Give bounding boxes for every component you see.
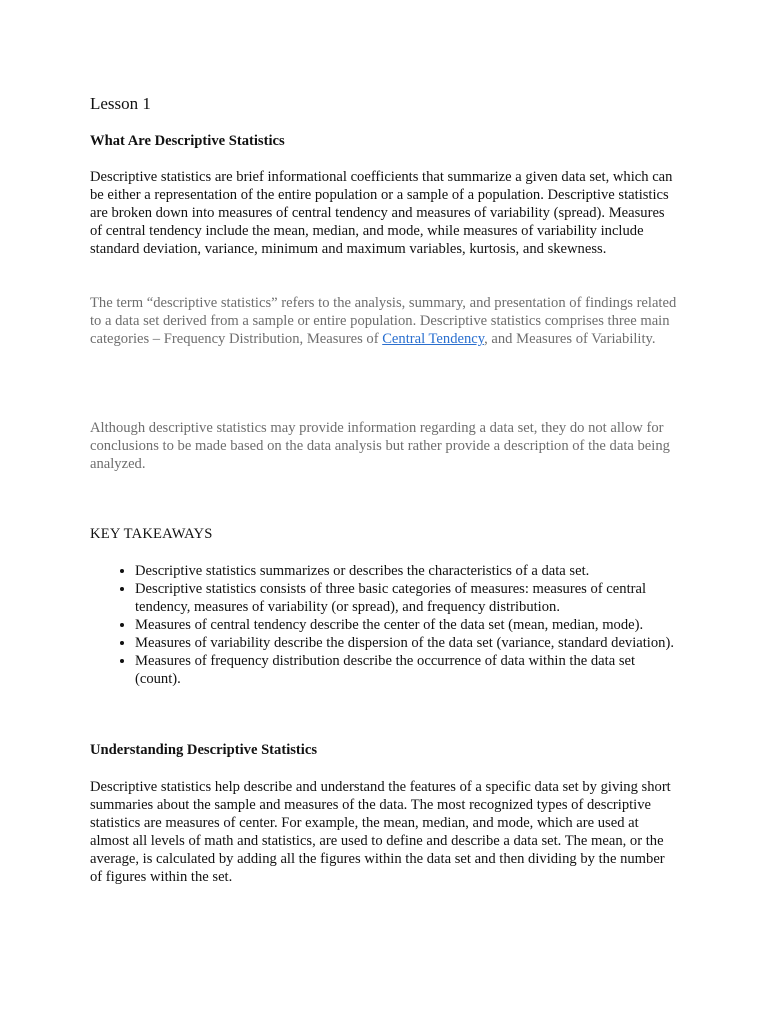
lesson-title: Lesson 1 <box>90 94 151 113</box>
section-heading-what-are: What Are Descriptive Statistics <box>90 133 285 149</box>
list-item: • Descriptive statistics consists of three basic categories of measures: measures of central tendency, measures of variability (or spread), and frequency distribution. <box>135 580 680 616</box>
key-takeaways-heading: KEY TAKEAWAYS <box>90 526 213 542</box>
section-heading-understanding: Understanding Descriptive Statistics <box>90 742 318 758</box>
central-tendency-link[interactable]: Central Tendency <box>382 331 485 347</box>
paragraph-limitations: Although descriptive statistics may provide information regarding a data set, they do not allow for conclusions to be made based on the data analysis but rather provide a description of the data being analyzed. <box>90 420 670 472</box>
list-item: • Measures of central tendency describe the center of the data set (mean, median, mode). <box>135 616 680 634</box>
paragraph-term-text-end: , and Measures of Variability. <box>484 331 656 347</box>
list-item: • Descriptive statistics summarizes or describes the characteristics of a data set. <box>135 562 680 580</box>
paragraph-understanding: Descriptive statistics help describe and understand the features of a specific data set by giving short summaries about the sample and measures of the data. The most recognized types of descriptive statistics are measures of center. For example, the mean, median, and mode, which are used at almost all levels of math and statistics, are used to define and describe a data set. The mean, or the average, is calculated by adding all the figures within the data set and then dividing by the number of figures within the set. <box>90 779 671 885</box>
key-takeaways-list <box>90 562 680 688</box>
list-item: • Measures of frequency distribution describe the occurrence of data within the data set (count). <box>135 652 680 688</box>
paragraph-definition: Descriptive statistics are brief informational coefficients that summarize a given data set, which can be either a representation of the entire population or a sample of a population. Descriptive statistics are broken down into measures of central tendency and measures of variability (spread). Measures of central tendency include the mean, median, and mode, while measures of variability include standard deviation, variance, minimum and maximum variables, kurtosis, and skewness. <box>90 169 673 257</box>
list-item: • Measures of variability describe the dispersion of the data set (variance, standard deviation). <box>135 634 680 652</box>
paragraph-term <box>90 294 680 348</box>
paragraph-term-text-start: The term “descriptive statistics” refers to the analysis, summary, and presentation of findings related to a data set derived from a sample or entire population. Descriptive statistics comprises three main categories – Frequency Distribution, Measures of <box>90 295 677 347</box>
